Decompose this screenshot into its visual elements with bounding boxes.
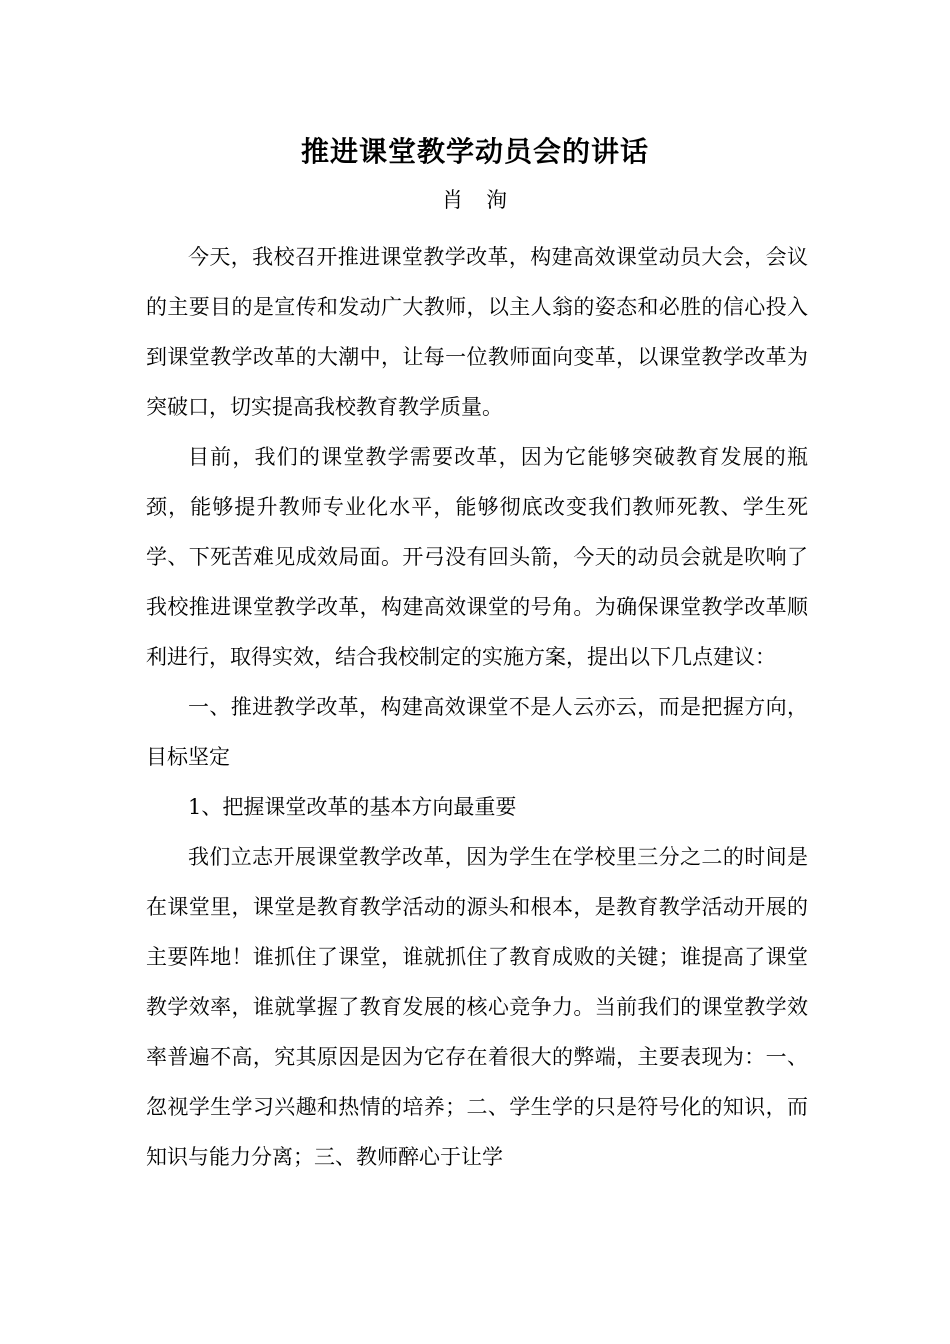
paragraph-intro: 今天，我校召开推进课堂教学改革，构建高效课堂动员大会，会议的主要目的是宣传和发动广大教师，以主人翁的姿态和必胜的信心投入到课堂教学改革的大潮中，让每一位教师面向变革，以课堂教学改革为突破口，切实提高我校教育教学质量。 bbox=[146, 245, 808, 419]
section-heading-1: 一、推进教学改革，构建高效课堂不是人云亦云，而是把握方向，目标坚定 bbox=[146, 695, 808, 769]
paragraph-reform-need: 目前，我们的课堂教学需要改革，因为它能够突破教育发展的瓶颈，能够提升教师专业化水平，能够彻底改变我们教师死教、学生死学、下死苦难见成效局面。开弓没有回头箭，今天的动员会就是吹响了我校推进课堂教学改革，构建高效课堂的号角。为确保课堂教学改革顺利进行，取得实效，结合我校制定的实施方案，提出以下几点建议： bbox=[146, 445, 808, 669]
paragraph-classroom: 我们立志开展课堂教学改革，因为学生在学校里三分之二的时间是在课堂里，课堂是教育教学活动的源头和根本，是教育教学活动开展的主要阵地！谁抓住了课堂，谁就抓住了教育成败的关键；谁提高了课堂教学效率，谁就掌握了教育发展的核心竞争力。当前我们的课堂教学效率普遍不高，究其原因是因为它存在着很大的弊端，主要表现为：一、忽视学生学习兴趣和热情的培养；二、学生学的只是符号化的知识，而知识与能力分离；三、教师醉心于让学 bbox=[146, 845, 808, 1169]
document-body bbox=[146, 232, 808, 1182]
page-title: 推进课堂教学动员会的讲话 bbox=[300, 135, 649, 168]
author-name: 肖 洵 bbox=[442, 188, 508, 212]
subsection-heading-1-1: 1、把握课堂改革的基本方向最重要 bbox=[188, 795, 517, 819]
